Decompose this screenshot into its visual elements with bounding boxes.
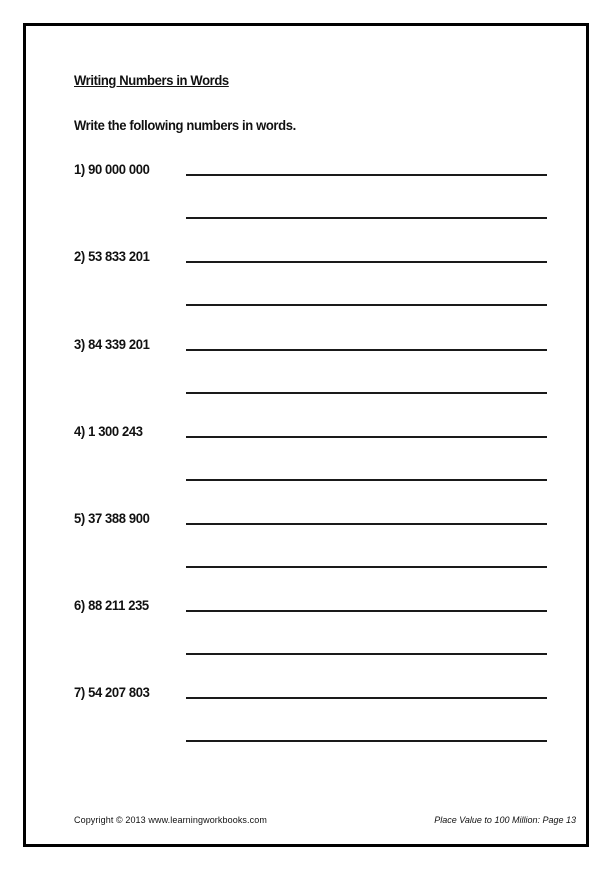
question-label: 6) 88 211 235: [74, 597, 149, 613]
question-3: [0, 336, 616, 396]
answer-line[interactable]: [186, 610, 547, 612]
answer-line[interactable]: [186, 697, 547, 699]
answer-line[interactable]: [186, 523, 547, 525]
answer-line[interactable]: [186, 436, 547, 438]
answer-line[interactable]: [186, 566, 547, 568]
question-label: 3) 84 339 201: [74, 336, 150, 352]
answer-line[interactable]: [186, 174, 547, 176]
question-7: [0, 684, 616, 744]
question-5: [0, 510, 616, 570]
answer-line[interactable]: [186, 217, 547, 219]
copyright-text: Copyright © 2013 www.learningworkbooks.com: [74, 815, 267, 825]
question-4: [0, 423, 616, 483]
answer-line[interactable]: [186, 349, 547, 351]
answer-line[interactable]: [186, 740, 547, 742]
worksheet-title: Writing Numbers in Words: [74, 72, 229, 88]
question-6: [0, 597, 616, 657]
page-info: Place Value to 100 Million: Page 13: [434, 815, 576, 825]
question-1: [0, 161, 616, 221]
answer-line[interactable]: [186, 261, 547, 263]
question-label: 4) 1 300 243: [74, 423, 143, 439]
answer-line[interactable]: [186, 479, 547, 481]
worksheet-instructions: Write the following numbers in words.: [74, 117, 296, 133]
answer-line[interactable]: [186, 653, 547, 655]
question-label: 7) 54 207 803: [74, 684, 150, 700]
question-label: 2) 53 833 201: [74, 248, 150, 264]
question-label: 5) 37 388 900: [74, 510, 150, 526]
answer-line[interactable]: [186, 304, 547, 306]
question-label: 1) 90 000 000: [74, 161, 150, 177]
answer-line[interactable]: [186, 392, 547, 394]
question-2: [0, 248, 616, 308]
